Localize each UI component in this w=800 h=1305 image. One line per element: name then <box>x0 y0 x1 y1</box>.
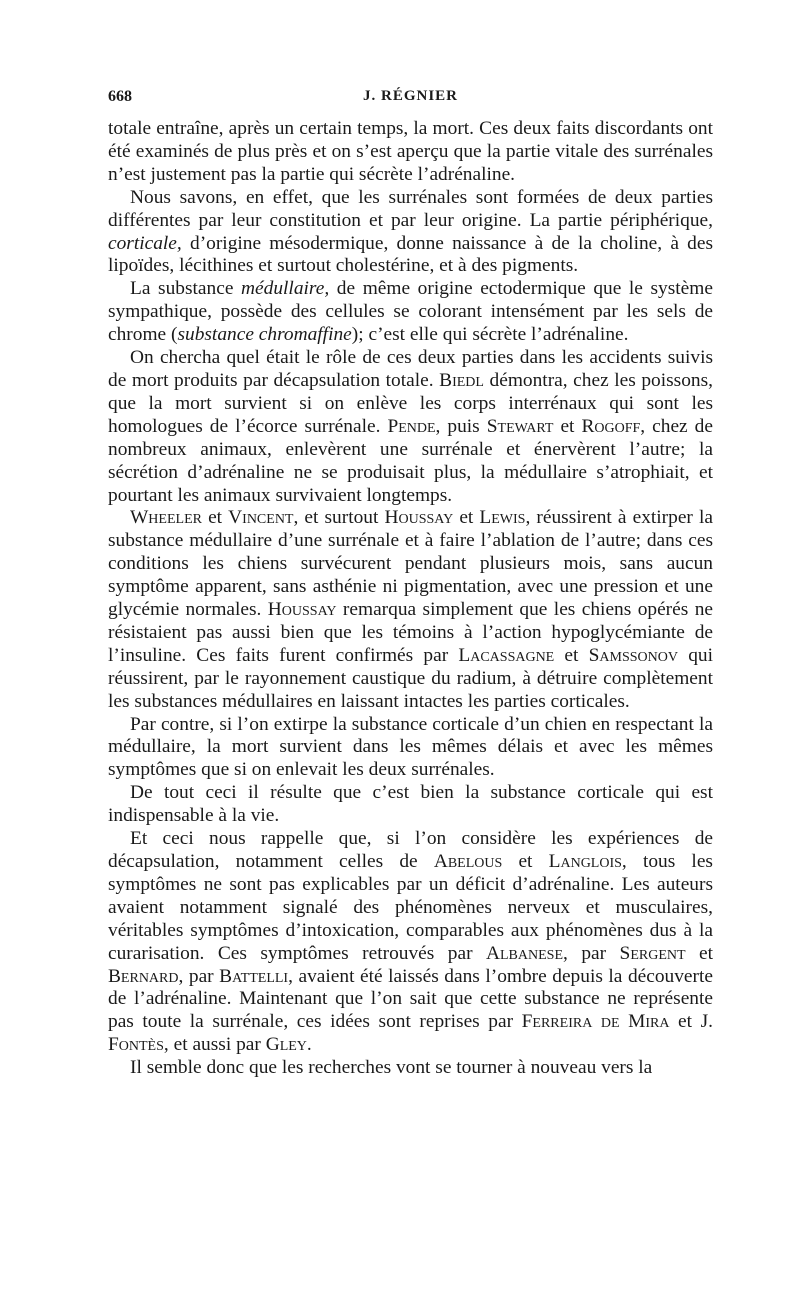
page-header <box>108 86 713 112</box>
author-name: Biedl <box>439 369 484 391</box>
author-name: Bernard <box>108 965 179 987</box>
paragraph-9 <box>108 1057 713 1080</box>
text-run: de même origine ectodermique que le système sympathique, possède des cellules se colorant intensément par les sels de chrome ( <box>108 278 713 346</box>
author-name: Rogoff <box>581 415 641 437</box>
author-name: Pende <box>387 415 436 437</box>
paragraph-3 <box>108 278 713 347</box>
paragraph-5 <box>108 507 713 713</box>
author-name: Abelous <box>433 851 503 872</box>
text-run: et J. <box>669 1011 713 1033</box>
text-run: De tout ceci il résulte que c’est bien la substance corticale qui est indispensable à la vie. <box>108 782 713 827</box>
text-run: , réussirent à extirper la substance médullaire d’une surrénale et à faire l’ablation de l’autre; dans ces conditions les chiens survécurent pendant plusieurs mois, sans aucun symptôme apparent, sans asthénie ni pigmentation, avec une pression et une glycémie normales. <box>108 507 713 621</box>
paragraph-8 <box>108 828 713 1057</box>
body-text <box>108 118 713 1080</box>
text-run: et <box>453 507 480 529</box>
italic-term: substance chromaffine <box>177 324 352 346</box>
paragraph-1 <box>108 118 713 187</box>
text-run: remarqua simplement que les chiens opérés ne résistaient pas aussi bien que les témoins à l’action hypoglycémiante de l’insuline. Ces faits furent confirmés par <box>108 599 713 666</box>
text-run: démontra, chez les poissons, que la mort survient si on enlève les corps interrénaux qui sont les homologues de l’écorce surrénale. <box>108 369 713 437</box>
text-run: , puis <box>435 415 487 437</box>
author-name: Lacassagne <box>458 644 555 666</box>
text-run: Il semble donc que les recherches vont se tourner à nouveau vers la <box>130 1057 653 1079</box>
text-run: . <box>306 1034 312 1056</box>
text-run: d’origine mésodermique, donne naissance à de la choline, à des lipoïdes, lécithines et surtout cholestérine, et à des pigments. <box>108 232 713 277</box>
italic-term: corticale, <box>108 232 182 254</box>
text-run: , et aussi par <box>163 1034 266 1056</box>
author-name: Albanese <box>486 942 564 964</box>
paragraph-2 <box>108 187 713 279</box>
text-run: , par <box>563 942 620 964</box>
text-run: , tous les symptômes ne sont pas explicables par un déficit d’adrénaline. Les auteurs avaient notamment signalé des phénomènes nerveux et musculaires, véritables symptômes d’intoxication, comparables aux phénomènes dus à la curarisation. Ces symptômes retrouvés par <box>108 851 713 964</box>
text-run: Par contre, si l’on extirpe la substance corticale d’un chien en respectant la médullaire, la mort survient dans les mêmes délais et avec les mêmes symptômes que si on enlevait les deux surrénales. <box>108 713 713 781</box>
paragraph-4 <box>108 347 713 507</box>
page-number: 668 <box>108 88 132 105</box>
text-run: On chercha quel était le rôle de ces deux parties dans les accidents suivis de mort produits par décapsulation totale. <box>108 347 713 391</box>
author-name: Vincent <box>228 507 294 529</box>
author-name: Sergent <box>619 942 686 964</box>
text-run: Nous savons, en effet, que les surrénales sont formées de deux parties différentes par leur constitution et par leur origine. La partie périphérique, <box>108 186 713 231</box>
author-name: Samssonov <box>588 644 678 666</box>
author-name: Houssay <box>384 507 454 529</box>
text-run: Et ceci nous rappelle que, si l’on considère les expériences de décapsulation, notamment celles de <box>108 828 713 872</box>
author-name: Stewart <box>486 415 554 437</box>
text-run: et <box>201 507 229 529</box>
text-run: et <box>553 415 582 437</box>
text-run: et <box>554 644 589 666</box>
text-run: totale entraîne, après un certain temps, la mort. Ces deux faits discordants ont été examinés de plus près et on s’est aperçu que la partie vitale des surrénales n’est justement pas la partie qui sécrète l’adrénaline. <box>108 118 713 185</box>
author-name: Battelli <box>219 965 289 987</box>
text-run: qui réussirent, par le rayonnement caustique du radium, à détruire complètement les substances médullaires en laissant intactes les parties corticales. <box>108 644 713 712</box>
text-run: et <box>502 851 549 872</box>
author-name: Wheeler <box>130 507 202 529</box>
author-name: Gley <box>265 1034 307 1056</box>
text-run: La substance <box>130 278 242 300</box>
text-run: , et surtout <box>293 507 385 529</box>
text-run: , chez de nombreux animaux, enlevèrent une surrénale et énervèrent l’autre; la sécrétion d’adrénaline ne se produisait plus, la médullaire s’atrophiait, et pourtant les animaux survivaient longtemps. <box>108 415 713 506</box>
italic-term: médullaire, <box>241 278 330 300</box>
text-run: , avaient été laissés dans l’ombre depuis la découverte de l’adrénaline. Maintenant que l’on sait que cette substance ne représente pas toute la surrénale, ces idées sont reprises par <box>108 965 713 1033</box>
paragraph-7 <box>108 782 713 828</box>
author-name: Langlois <box>548 851 622 872</box>
paragraph-6 <box>108 714 713 783</box>
running-head: J. RÉGNIER <box>362 88 458 104</box>
author-name: Houssay <box>267 599 337 621</box>
author-name: Lewis <box>479 507 526 529</box>
author-name: Fontès <box>108 1034 164 1056</box>
text-run: , par <box>178 965 220 987</box>
author-name: Ferreira de Mira <box>521 1011 670 1033</box>
text-run: ); c’est elle qui sécrète l’adrénaline. <box>351 324 629 346</box>
text-run: et <box>685 942 713 964</box>
